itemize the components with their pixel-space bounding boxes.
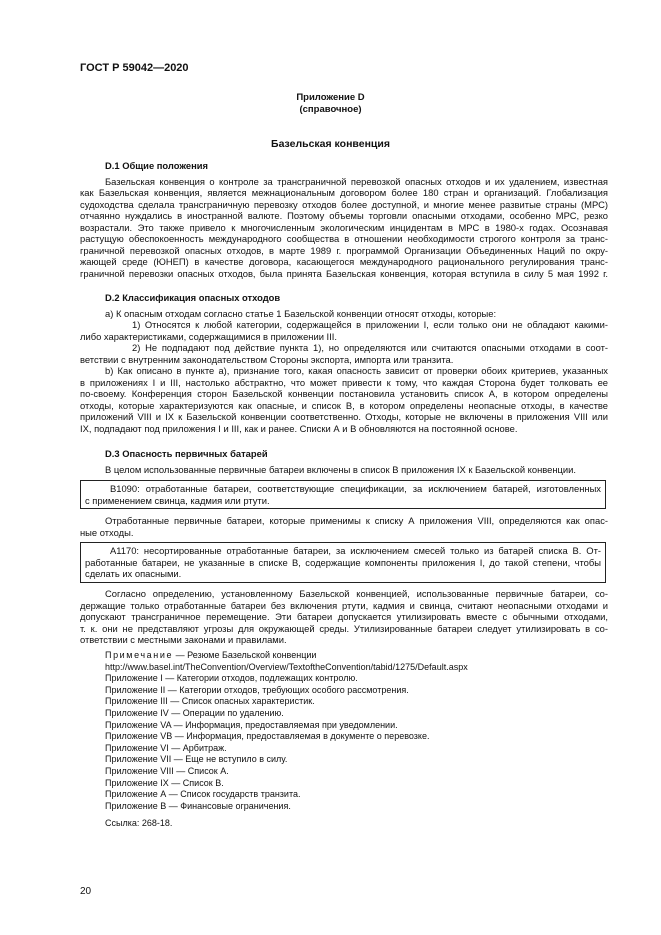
a1170-line: А1170: несортированные отработанные батареи, за исключением смесей только из батарей списка В. От- <box>110 545 601 556</box>
note-item: Приложение А — Список государств транзита. <box>105 789 301 800</box>
d3-final-line: держащие только отработанные батареи без включения ртути, кадмия и свинца, считают неопасными отходами и <box>80 599 608 611</box>
waste-code-b1090-box <box>80 480 606 509</box>
d1-line: жающей среде (ЮНЕП) в качестве договора, касающегося международного рационального регулирования транс- <box>80 256 608 267</box>
note-item: Приложение IV — Операции по удалению. <box>105 707 284 718</box>
d1-line: возрастали. Это также привело к многочисленным экологическим инцидентам в МРС в 1980-х годах. Осознавая <box>80 221 608 233</box>
a1170-line: работанные батареи, не указанные в списке В, содержащие компоненты приложения I, до такой степени, чтобы <box>85 556 601 568</box>
d2-item2-line: ветствии с внутренним законодательством Стороны экспорта, импорта или транзита. <box>80 353 454 365</box>
d1-line: как Базельская конвенция, является межнациональным договором более 180 стран и организаций. Глобализация <box>80 187 608 198</box>
d3-final-line: допускают трансграничное перемещение. Эти батареи допускается утилизировать вместе с обычными отходами, <box>80 611 608 622</box>
section-d1-heading: D.1 Общие положения <box>105 160 208 171</box>
note-item: Приложение VA — Информация, предоставляемая при уведомлении. <box>105 719 398 730</box>
note-item: Приложение В — Финансовые ограничения. <box>105 800 291 811</box>
d2-b-line: b) Как описано в пункте а), признание того, какая опасность зависит от проверки обоих критериев, указанных <box>105 365 608 376</box>
note-item: Приложение VI — Арбитраж. <box>105 742 227 753</box>
d3-final-line: ответствии с местными законами и правилами. <box>80 634 287 645</box>
d1-line: граничной перевозкой опасных отходов, в марте 1989 г. программой Организации Объединенных Наций по окру- <box>80 244 608 256</box>
section-d1 <box>80 160 608 279</box>
d3-middle-paragraph <box>80 515 608 538</box>
d3-mid-line: ные отходы. <box>80 526 134 538</box>
page-number: 20 <box>80 886 92 897</box>
section-d2-heading: D.2 Классификация опасных отходов <box>105 292 281 303</box>
note-item: Приложение III — Список опасных характеристик. <box>105 696 315 707</box>
d1-line: отчаянно нуждались в иностранной валюте. Поэтому объемы торговли опасными отходами, особенно МРС, резко <box>80 210 608 221</box>
a1170-line: сделать их опасными. <box>85 568 182 579</box>
section-d2 <box>80 292 608 434</box>
note-item: Приложение IX — Список В. <box>105 777 224 788</box>
d3-final-line: т. к. они не представляют угрозы для окружающей среды. Утилизированные батареи следует утилизировать в со- <box>80 622 608 634</box>
note-item: Приложение II — Категории отходов, требующих особого рассмотрения. <box>105 684 409 695</box>
d2-b-line: в приложениях I и III, настолько абстрактно, что может привести к тому, что каждая Сторона будет толковать ее <box>80 376 608 388</box>
d3-mid-line: Отработанные первичные батареи, которые применимы к списку А приложения VIII, определяются как опас- <box>105 515 608 526</box>
b1090-line: с применением свинца, кадмия или ртути. <box>85 494 270 506</box>
section-d3-heading: D.3 Опасность первичных батарей <box>105 448 268 459</box>
d1-line: судоходства сделала трансграничную перевозку отходов более доступной, и многие менее развитые страны (МРС) <box>80 198 608 210</box>
d3-intro: В целом использованные первичные батареи включены в список В приложения IX к Базельской конвенции. <box>105 463 576 475</box>
d2-b-line: по-своему. Конференция сторон Базельской конвенции постановила установить список А, в котором определены <box>80 388 608 399</box>
d3-final-line: Согласно определению, установленному Базельской конвенцией, использованные первичные батареи, со- <box>105 588 608 599</box>
appendix-type: (справочное) <box>299 104 362 115</box>
d1-line: граничной перевозки опасных отходов, была принята Базельская конвенция, которая вступила в силу 5 мая 1992 г. <box>80 267 608 279</box>
note-item: Приложение VII — Еще не вступило в силу. <box>105 754 288 765</box>
d2-item1-line: 1) Относятся к любой категории, содержащейся в приложении I, если только они не обладают какими- <box>132 319 608 330</box>
d1-line: Базельская конвенция о контроле за трансграничной перевозкой опасных отходов и их удалением, известная <box>105 175 608 187</box>
d2-b-line: отходы, которые характеризуются как опасные, и список В, в котором определены неопасные отходы, в качестве <box>80 399 608 411</box>
note-label: Примечание <box>105 650 174 660</box>
d1-line: растущую обеспокоенность международного сообщества в отношении необходимости строгого контроля за транс- <box>80 233 608 244</box>
d2-b-line: приложений VIII и IX к Базельской конвенции соответственно. Отходы, которые не включены в приложения VIII или <box>80 411 608 422</box>
standard-number: ГОСТ Р 59042—2020 <box>80 62 189 74</box>
d2-item2-line: 2) Не подпадают под действие пункта 1), но определяются или считаются опасными отходами в соот- <box>132 342 608 353</box>
note-text: — Резюме Базельской конвенции <box>173 650 317 660</box>
note-item: Приложение I — Категории отходов, подлежащих контролю. <box>105 673 358 684</box>
note-block <box>80 650 608 830</box>
d2-a-intro: а) К опасным отходам согласно статье 1 Базельской конвенции относят отходы, которые: <box>105 307 497 319</box>
d3-final-paragraph <box>80 588 608 646</box>
note-heading <box>80 650 608 662</box>
waste-code-a1170-box <box>80 542 606 583</box>
note-item: Приложение VB — Информация, предоставляемая в документе о перевозке. <box>105 731 430 742</box>
reference: Ссылка: 268-18. <box>105 818 173 829</box>
note-url[interactable]: http://www.basel.int/TheConvention/Overview/TextoftheConvention/tabid/1275/Default.aspx <box>105 661 468 672</box>
note-item: Приложение VIII — Список А. <box>105 765 229 776</box>
d2-b-line: IX, подпадают под приложения I и III, как и ранее. Списки А и В обновляются на постоянной основе. <box>80 422 518 434</box>
section-d3 <box>80 448 608 475</box>
d2-item1-line: либо характеристиками, содержащимися в приложении III. <box>80 330 337 342</box>
document-title: Базельская конвенция <box>271 138 390 150</box>
b1090-line: В1090: отработанные батареи, соответствующие спецификации, за исключением батарей, изготовленных <box>110 483 601 494</box>
appendix-title: Приложение D <box>296 92 365 103</box>
